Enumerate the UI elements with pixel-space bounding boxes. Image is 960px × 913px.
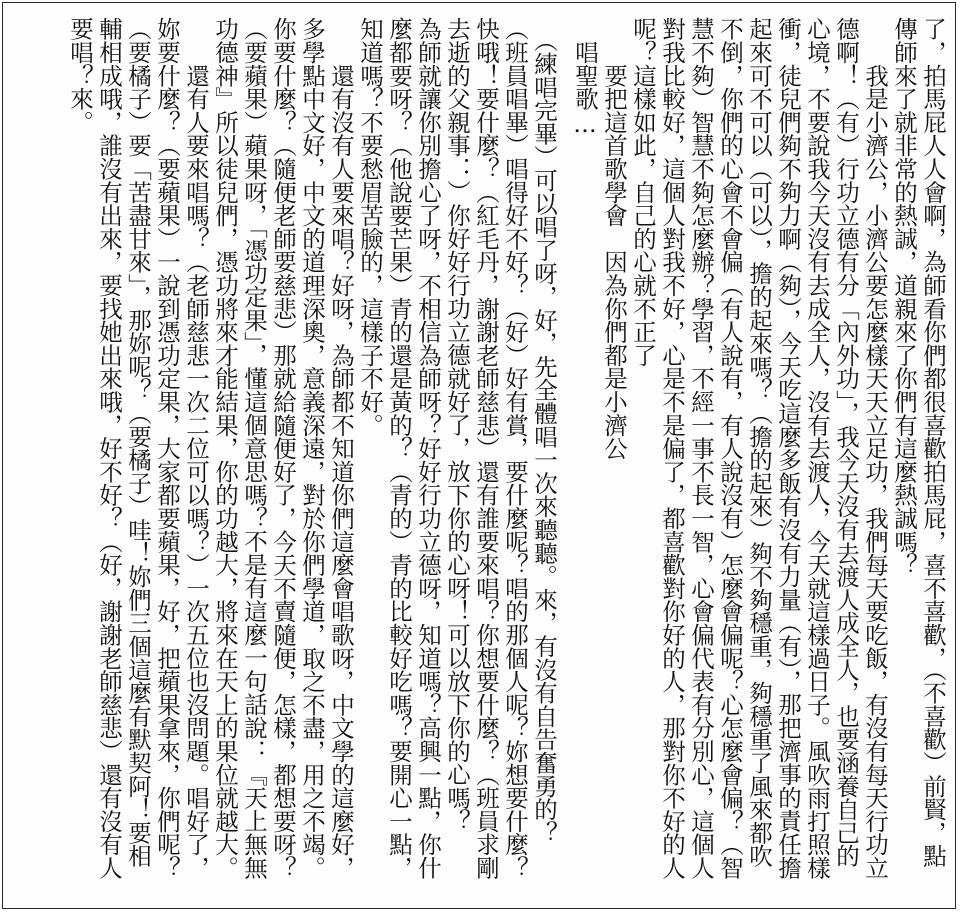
section-subheading: 唱聖歌… bbox=[571, 17, 599, 139]
text-column-29: 輔相成哦，誰沒有出來，要找她出來哦，好不好？（好，謝謝老師慈悲）還有沒有人 bbox=[95, 17, 123, 880]
text-column-15: （班員唱畢）唱得好不好？（好）好有賞，要什麼呢？唱的那個人呢？妳想要什麼？ bbox=[501, 17, 529, 880]
text-column-21: 還有沒有人要來唱？好呀，為師都不知道你們這麼會唱歌呀，中文學的這麼好， bbox=[327, 17, 355, 880]
text-column-11: 呢？這樣如此，自己的心就不正了 bbox=[629, 17, 657, 367]
text-column-23: 你要什麼？（隨便老師要慈悲）那就給隨便好了，今天不賣隨便，怎樣，都想要呀？ bbox=[269, 17, 297, 880]
text-column-28: （要橘子）要「苦盡甘來」，那妳呢？（要橘子）哇！妳們三個這麼有默契阿！要相 bbox=[124, 17, 152, 868]
text-column-5: 心境，不要說我今天沒有去成全人，沒有去渡人，今天就這樣過日子。風吹雨打照樣 bbox=[803, 17, 831, 880]
text-column-2: 傳師來了就非常的熱誠，道親來了你們有這麼熱誠嗎？ bbox=[890, 17, 918, 577]
text-column-26: 還有人要來唱嗎？（老師慈悲一次二位可以嗎？）一次五位也沒問題。唱好了， bbox=[182, 17, 210, 880]
text-column-18: 為師就讓你別擔心了呀，不相信為師呀？好好行功立德呀，知道嗎？高興一點，你什 bbox=[414, 17, 442, 880]
text-column-4: 德啊！（有）行功立德有分「內外功」，我今天沒有去渡人成全人，也要涵養自己的 bbox=[832, 17, 860, 868]
text-column-17: 去逝的父親事．．）你好好行功立德就好了，放下你的心呀！可以放下你的心嗎？ bbox=[443, 17, 471, 833]
text-column-9: 慧不夠）智慧不夠怎麼辦？學習，不經一事不長一智，心會偏代表有分別心，這個人 bbox=[687, 17, 715, 880]
text-column-6: 衝，徒兒們夠不夠力啊（夠），今天吃這麼多飯有沒有力量（有），那把濟事的責任擔 bbox=[774, 17, 802, 879]
text-column-27: 妳要什麼？（要蘋果）一說到憑功定果，大家都要蘋果，好，把蘋果拿來，你們呢？ bbox=[153, 17, 181, 880]
text-column-24: （要蘋果）蘋果呀，「憑功定果」，懂這個意思嗎？不是有這麼一句話說：『天上無無 bbox=[240, 17, 268, 879]
text-column-20: 知道嗎？不要愁眉苦臉的，這樣子不好。 bbox=[356, 17, 384, 437]
text-column-16: 快哦！要什麼？（紅毛丹，謝謝老師慈悲）還有誰要來唱？你想要什麼？（班員求剛 bbox=[472, 17, 500, 880]
scanned-page bbox=[2, 2, 956, 909]
vertical-text-block bbox=[11, 17, 947, 901]
text-column-10: 對我比較好，這個人對我不好，心是不是偏了，都喜歡對你好的人，那對你不好的人 bbox=[658, 17, 686, 880]
text-column-22: 多學點中文好，中文的道理深奧，意義深遠，對於你們學道，取之不盡，用之不竭。 bbox=[298, 17, 326, 880]
text-column-25: 功德神』所以徒兒們，憑功將來才能結果，你的功越大，將來在天上的果位就越大。 bbox=[211, 17, 239, 880]
text-column-1: 了，拍馬屁人人會啊，為師看你們都很喜歡拍馬屁，喜不喜歡，（不喜歡）前賢，點 bbox=[919, 17, 947, 868]
text-column-14: （練唱完畢）可以唱了呀，好，先全體唱一次來聽聽。來，有沒有自告奮勇的？ bbox=[530, 17, 558, 845]
text-column-3: 我是小濟公，小濟公要怎麼樣天天立足功，我們每天要吃飯，有沒有每天行功立 bbox=[861, 17, 889, 880]
text-column-7: 起來可不可以（可以），擔的起來嗎？（擔的起來）夠不夠穩重，夠穩重了風來都吹 bbox=[745, 17, 773, 868]
section-heading: 要把這首歌學會 因為你們都是小濟公 bbox=[600, 17, 628, 460]
text-column-30: 要唱？來。 bbox=[66, 17, 94, 134]
text-column-8: 不倒，你們的心會不會偏（有人說有，有人說沒有）怎麼會偏呢？心怎麼會偏？（智 bbox=[716, 17, 744, 880]
text-column-19: 麼都要呀？（他說要芒果）青的還是黃的？（青的）青的比較好吃嗎？要開心一點， bbox=[385, 17, 413, 880]
